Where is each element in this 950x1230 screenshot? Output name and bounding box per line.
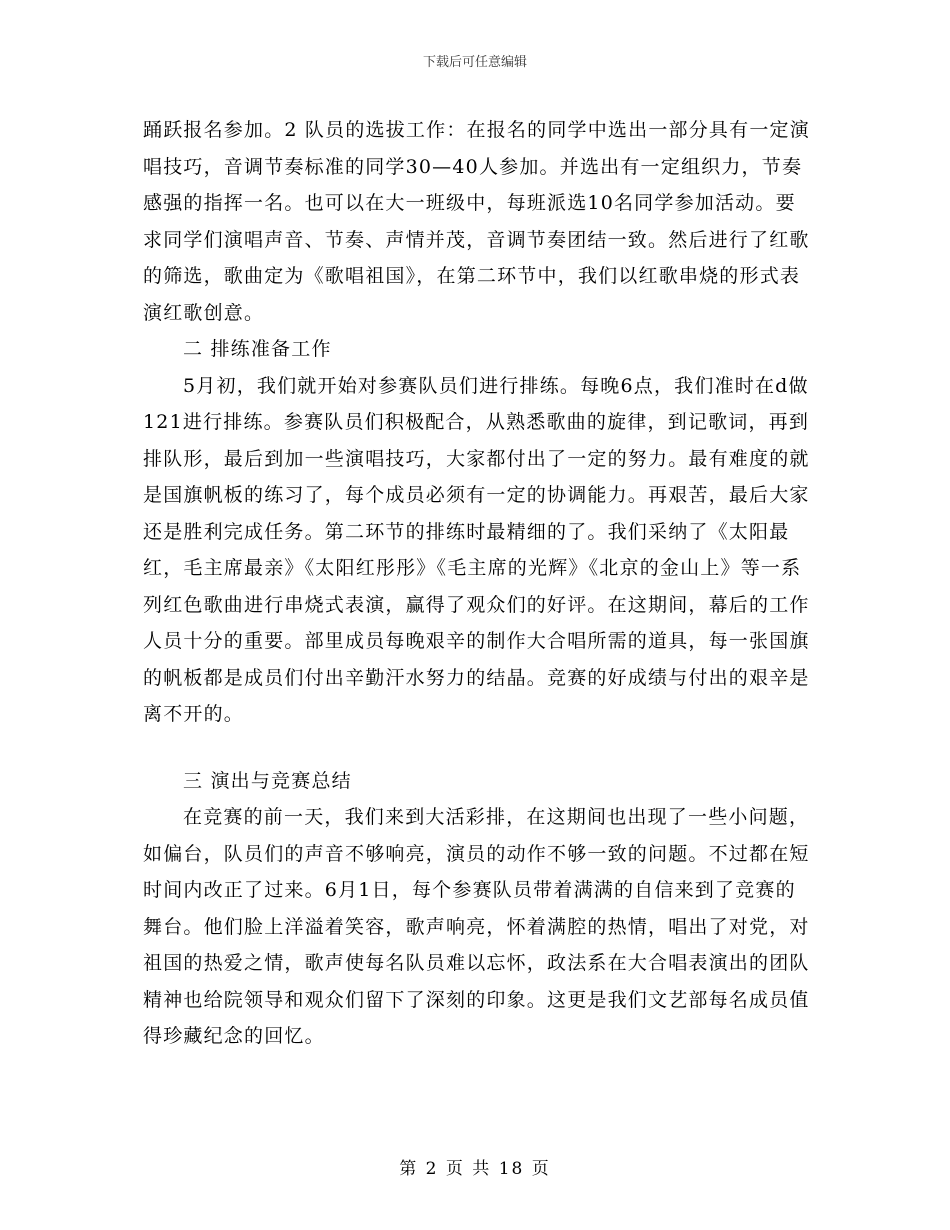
page-footer: 第 2 页 共 18 页 — [399, 1159, 551, 1179]
section-heading-summary: 三 演出与竞赛总结 — [183, 769, 352, 792]
section-heading-rehearsal: 二 排练准备工作 — [183, 338, 332, 360]
paragraph-rehearsal: 5月初，我们就开始对参赛队员们进行排练。每晚6点，我们准时在d做121进行排练。参赛队员们积极配合，从熟悉歌曲的旋律，到记歌词，再到排队形，最后到加一些演唱技巧，大家都付出了一定的努力。最有难度的就是国旗帆板的练习了，每个成员必须有一定的协调能力。再艰苦，最后大家还是胜利完成任务。第二环节的排练时最精细的了。我们采纳了《太阳最红，毛主席最亲》《太阳红彤彤》《毛主席的光辉》《北京的金山上》等一系列红色歌曲进行串烧式表演，赢得了观众们的好评。在这期间，幕后的工作人员十分的重要。部里成员每晚艰辛的制作大合唱所需的道具，每一张国旗的帆板都是成员们付出辛勤汗水努力的结晶。竞赛的好成绩与付出的艰辛是离不开的。 — [143, 374, 810, 725]
page-header: 下载后可任意编辑 — [422, 55, 527, 70]
paragraph-gap — [143, 733, 815, 763]
paragraph-summary: 在竞赛的前一天，我们来到大活彩排，在这期间也出现了一些小问题，如偏台，队员们的声音不够响亮，演员的动作不够一致的问题。不过都在短时间内改正了过来。6月1日，每个参赛队员带着满满的自信来到了竞赛的舞台。他们脸上洋溢着笑容，歌声响亮，怀着满腔的热情，唱出了对党，对祖国的热爱之情，歌声使每名队员难以忘怀，政法系在大合唱表演出的团队精神也给院领导和观众们留下了深刻的印象。这更是我们文艺部每名成员值得珍藏纪念的回忆。 — [143, 806, 810, 1047]
document-body — [143, 112, 815, 1055]
paragraph-selection: 踊跃报名参加。2 队员的选拔工作：在报名的同学中选出一部分具有一定演唱技巧，音调节奏标准的同学30—40人参加。并选出有一定组织力，节奏感强的指挥一名。也可以在大一班级中，每班派选10名同学参加活动。要求同学们演唱声音、节奏、声情并茂，音调节奏团结一致。然后进行了红歌的筛选，歌曲定为《歌唱祖国》，在第二环节中，我们以红歌串烧的形式表演红歌创意。 — [143, 119, 810, 324]
